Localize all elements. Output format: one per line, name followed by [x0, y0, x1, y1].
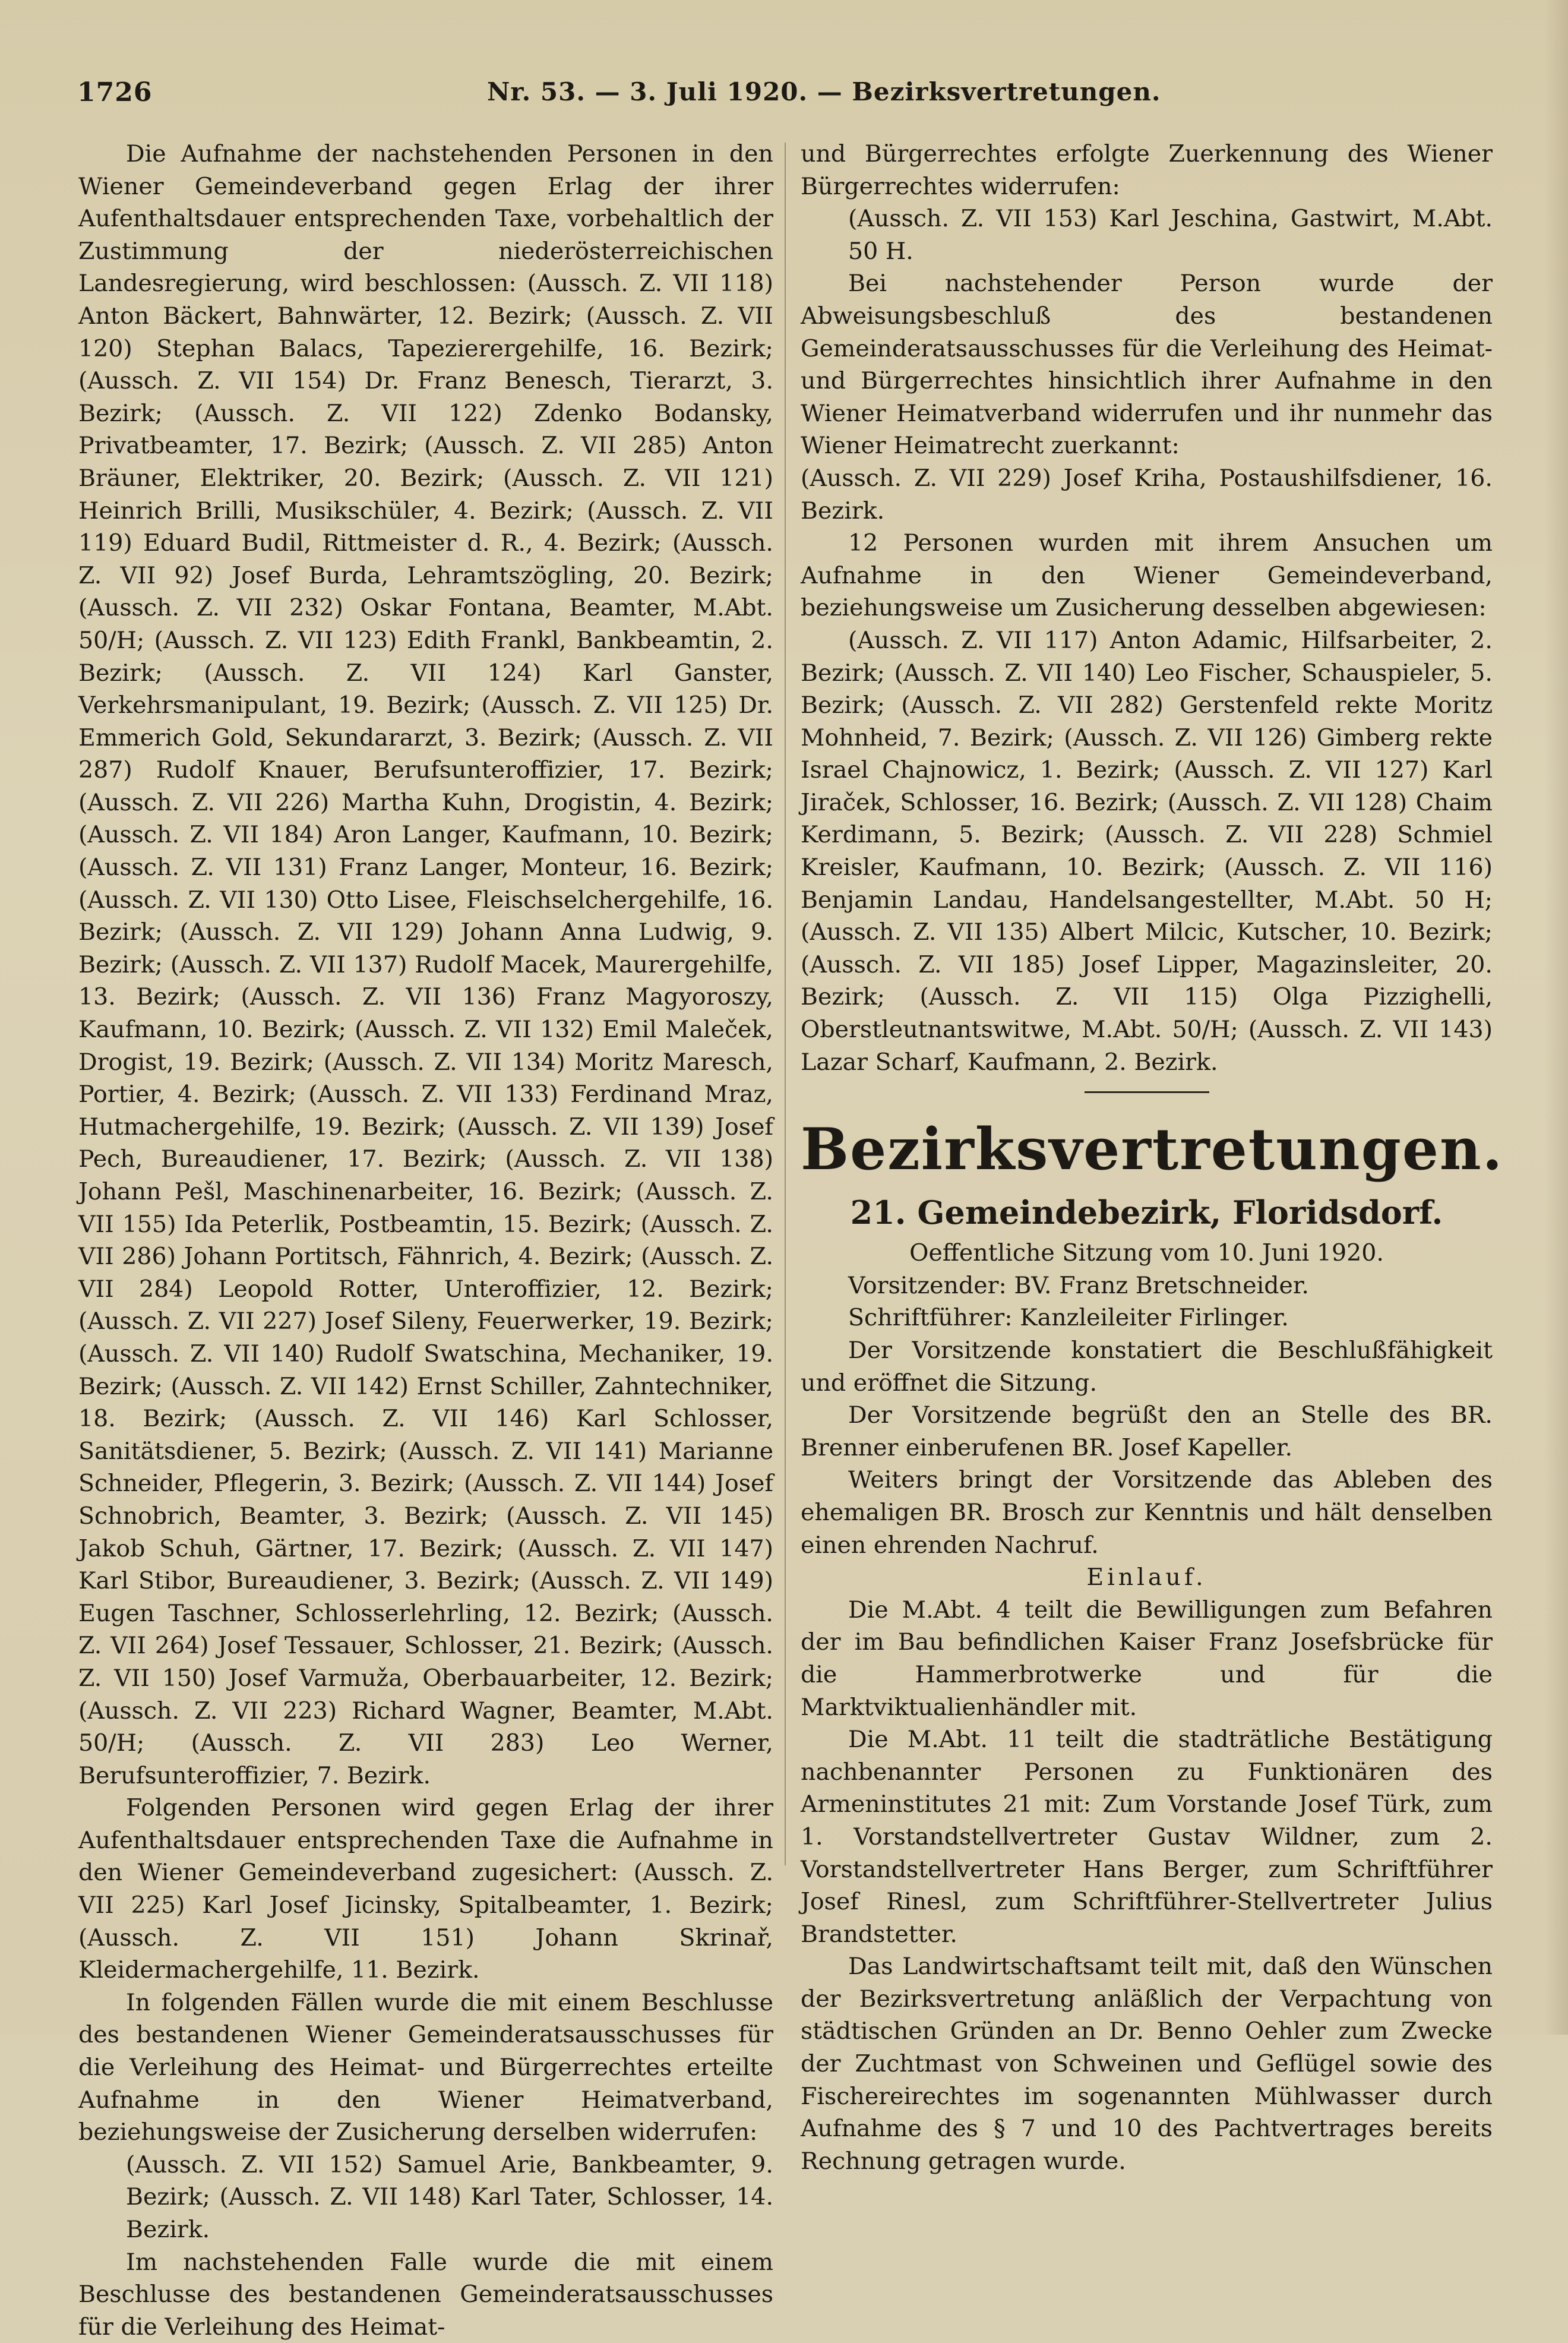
column-divider [785, 143, 786, 1865]
assurance-paragraph: Folgenden Personen wird gegen Erlag der ihrer Aufenthaltsdauer entsprechenden Taxe die Aufnahme in den Wiener Gemeindeverband zugesichert: (Aussch. Z. VII 225) Karl Josef Jicinsky, Spitalbeamter, 1. Bezirk; (Aussch. Z. VII 151) Johann Skrinař, Kleidermachergehilfe, 11. Bezirk. [78, 1794, 773, 1984]
page-number: 1726 [77, 77, 153, 108]
citizenship-revocation-continued: und Bürgerrechtes erfolgte Zuerkennung des Wiener Bürgerrechtes widerrufen: [801, 140, 1493, 200]
page-edge-shadow [1544, 0, 1568, 2035]
admission-list-paragraph: Die Aufnahme der nachstehenden Personen in den Wiener Gemeindeverband gegen Erlag der ihrer Aufenthaltsdauer entsprechenden Taxe, vorbehaltlich der Zustimmung der niederösterreichischen Landesregierung, wird beschlossen: (Aussch. Z. VII 118) Anton Bäckert, Bahnwärter, 12. Bezirk; (Aussch. Z. VII 120) Stephan Balacs, Tapezierergehilfe, 16. Bezirk; (Aussch. Z. VII 154) Dr. Franz Benesch, Tierarzt, 3. Bezirk; (Aussch. Z. VII 122) Zdenko Bodansky, Privatbeamter, 17. Bezirk; (Aussch. Z. VII 285) Anton Bräuner, Elektriker, 20. Bezirk; (Aussch. Z. VII 121) Heinrich Brilli, Musikschüler, 4. Bezirk; (Aussch. Z. VII 119) Eduard Budil, Rittmeister d. R., 4. Bezirk; (Aussch. Z. VII 92) Josef Burda, Lehramtszögling, 20. Bezirk; (Aussch. Z. VII 232) Oskar Fontana, Beamter, M.Abt. 50/H; (Aussch. Z. VII 123) Edith Frankl, Bankbeamtin, 2. Bezirk; (Aussch. Z. VII 124) Karl Ganster, Verkehrsmanipulant, 19. Bezirk; (Aussch. Z. VII 125) Dr. Emmerich Gold, Sekundararzt, 3. Bezirk; (Aussch. Z. VII 287) Rudolf Knauer, Berufsunteroffizier, 17. Bezirk; (Aussch. Z. VII 226) Martha Kuhn, Drogistin, 4. Bezirk; (Aussch. Z. VII 184) Aron Langer, Kaufmann, 10. Bezirk; (Aussch. Z. VII 131) Franz Langer, Monteur, 16. Bezirk; (Aussch. Z. VII 130) Otto Lisee, Fleischselchergehilfe, 16. Bezirk; (Aussch. Z. VII 129) Johann Anna Ludwig, 9. Bezirk; (Aussch. Z. VII 137) Rudolf Macek, Maurergehilfe, 13. Bezirk; (Aussch. Z. VII 136) Franz Magyoroszy, Kaufmann, 10. Bezirk; (Aussch. Z. VII 132) Emil Maleček, Drogist, 19. Bezirk; (Aussch. Z. VII 134) Moritz Maresch, Portier, 4. Bezirk; (Aussch. Z. VII 133) Ferdinand Mraz, Hutmachergehilfe, 19. Bezirk; (Aussch. Z. VII 139) Josef Pech, Bureaudiener, 17. Bezirk; (Aussch. Z. VII 138) Johann Pešl, Maschinenarbeiter, 16. Bezirk; (Aussch. Z. VII 155) Ida Peterlik, Postbeamtin, 15. Bezirk; (Aussch. Z. VII 286) Johann Portitsch, Fähnrich, 4. Bezirk; (Aussch. Z. VII 284) Leopold Rotter, Unteroffizier, 12. Bezirk; (Aussch. Z. VII 227) Josef Sileny, Feuerwerker, 19. Bezirk; (Aussch. Z. VII 140) Rudolf Swatschina, Mechaniker, 19. Bezirk; (Aussch. Z. VII 142) Ernst Schiller, Zahntechniker, 18. Bezirk; (Aussch. Z. VII 146) Karl Schlosser, Sanitätsdiener, 5. Bezirk; (Aussch. Z. VII 141) Marianne Schneider, Pflegerin, 3. Bezirk; (Aussch. Z. VII 144) Josef Schnobrich, Beamter, 3. Bezirk; (Aussch. Z. VII 145) Jakob Schuh, Gärtner, 17. Bezirk; (Aussch. Z. VII 147) Karl Stibor, Bureaudiener, 3. Bezirk; (Aussch. Z. VII 149) Eugen Taschner, Schlosserlehrling, 12. Bezirk; (Aussch. Z. VII 264) Josef Tessauer, Schlosser, 21. Bezirk; (Aussch. Z. VII 150) Josef Varmuža, Oberbauarbeiter, 12. Bezirk; (Aussch. Z. VII 223) Richard Wagner, Beamter, M.Abt. 50/H; (Aussch. Z. VII 283) Leo Werner, Berufsunteroffizier, 7. Bezirk. [78, 140, 773, 1789]
revocation-list-paragraph: (Aussch. Z. VII 152) Samuel Arie, Bankbeamter, 9. Bezirk; (Aussch. Z. VII 148) Karl Tater, Schlosser, 14. Bezirk. [126, 2151, 773, 2243]
rejection-revoked-entry: (Aussch. Z. VII 229) Josef Kriha, Postaushilfsdiener, 16. Bezirk. [801, 464, 1493, 525]
rejections-list-paragraph: (Aussch. Z. VII 117) Anton Adamic, Hilfsarbeiter, 2. Bezirk; (Aussch. Z. VII 140) Leo Fischer, Schauspieler, 5. Bezirk; (Aussch. Z. VII 282) Gerstenfeld rekte Moritz Mohnheid, 7. Bezirk; (Aussch. Z. VII 126) Gimberg rekte Israel Chajnowicz, 1. Bezirk; (Aussch. Z. VII 127) Karl Jiraček, Schlosser, 16. Bezirk; (Aussch. Z. VII 128) Chaim Kerdimann, 5. Bezirk; (Aussch. Z. VII 228) Schmiel Kreisler, Kaufmann, 10. Bezirk; (Aussch. Z. VII 116) Benjamin Landau, Handelsangestellter, M.Abt. 50 H; (Aussch. Z. VII 135) Albert Milcic, Kutscher, 10. Bezirk; (Aussch. Z. VII 185) Josef Lipper, Magazinsleiter, 20. Bezirk; (Aussch. Z. VII 115) Olga Pizzighelli, Oberstleutnantswitwe, M.Abt. 50/H; (Aussch. Z. VII 143) Lazar Scharf, Kaufmann, 2. Bezirk. [801, 626, 1493, 1076]
page-header [77, 70, 1479, 118]
obituary-paragraph: Weiters bringt der Vorsitzende das Ableben des ehemaligen BR. Brosch zur Kenntnis und hält denselben einen ehrenden Nachruf. [801, 1466, 1493, 1559]
left-column [78, 138, 773, 2343]
right-column [801, 138, 1504, 2177]
rejections-intro-paragraph: 12 Personen wurden mit ihrem Ansuchen um Aufnahme in den Wiener Gemeindeverband, beziehungsweise um Zusicherung desselben abgewiesen: [801, 529, 1493, 622]
section-title: Bezirksvertretungen. [801, 1116, 1504, 1183]
session-line: Oeffentliche Sitzung vom 10. Juni 1920. [909, 1239, 1384, 1267]
opening-paragraph: Der Vorsitzende konstatiert die Beschlußfähigkeit und eröffnet die Sitzung. [801, 1337, 1493, 1397]
agriculture-office-paragraph: Das Landwirtschaftsamt teilt mit, daß den Wünschen der Bezirksvertretung anläßlich der Verpachtung von städtischen Gründen an Dr. Benno Oehler zum Zwecke der Zuchtmast von Schweinen und Geflügel sowie des Fischereirechtes im sogenannten Mühlwasser durch Aufnahme des § 7 und 10 des Pachtvertrages bereits Rechnung getragen wurde. [801, 1953, 1493, 2175]
einlauf-heading: Einlauf. [1086, 1564, 1207, 1592]
poor-institute-paragraph: Die M.Abt. 11 teilt die stadträtliche Bestätigung nachbenannter Personen zu Funktionären des Armeninstitutes 21 mit: Zum Vorstande Josef Türk, zum 1. Vorstandstellvertreter Gustav Wildner, zum 2. Vorstandstellvertreter Hans Berger, zum Schriftführer Josef Rinesl, zum Schriftführer-Stellvertreter Julius Brandstetter. [801, 1726, 1493, 1948]
chairman-line: Vorsitzender: BV. Franz Bretschneider. [848, 1271, 1309, 1299]
rejection-revoked-paragraph: Bei nachstehender Person wurde der Abweisungsbeschluß des bestandenen Gemeinderatsausschusses für die Verleihung des Heimat- und Bürgerrechtes hinsichtlich ihrer Aufnahme in den Wiener Heimatverband widerrufen und ihr nunmehr das Wiener Heimatrecht zuerkannt: [801, 270, 1493, 460]
district-title: 21. Gemeindebezirk, Floridsdorf. [850, 1193, 1443, 1232]
bridge-permit-paragraph: Die M.Abt. 4 teilt die Bewilligungen zum Befahren der im Bau befindlichen Kaiser Franz Josefsbrücke für die Hammerbrotwerke und für die Marktviktualienhändler mit. [801, 1596, 1493, 1721]
greeting-paragraph: Der Vorsitzende begrüßt den an Stelle des BR. Brenner einberufenen BR. Josef Kapeller. [801, 1401, 1493, 1461]
revocation-intro-paragraph: In folgenden Fällen wurde die mit einem Beschlusse des bestandenen Wiener Gemeinderatsausschusses für die Verleihung des Heimat- und Bürgerrechtes erteilte Aufnahme in den Wiener Heimatverband, beziehungsweise der Zusicherung derselben widerrufen: [78, 1988, 773, 2146]
secretary-line: Schriftführer: Kanzleileiter Firlinger. [848, 1304, 1289, 1332]
citizenship-revocation-intro: Im nachstehenden Falle wurde die mit einem Beschlusse des bestandenen Gemeinderatsausschusses für die Verleihung des Heimat- [78, 2248, 773, 2341]
section-separator [1085, 1091, 1209, 1093]
citizenship-revocation-entry: (Aussch. Z. VII 153) Karl Jeschina, Gastwirt, M.Abt. 50 H. [848, 205, 1493, 265]
running-head: Nr. 53. — 3. Juli 1920. — Bezirksvertretungen. [487, 77, 1161, 106]
